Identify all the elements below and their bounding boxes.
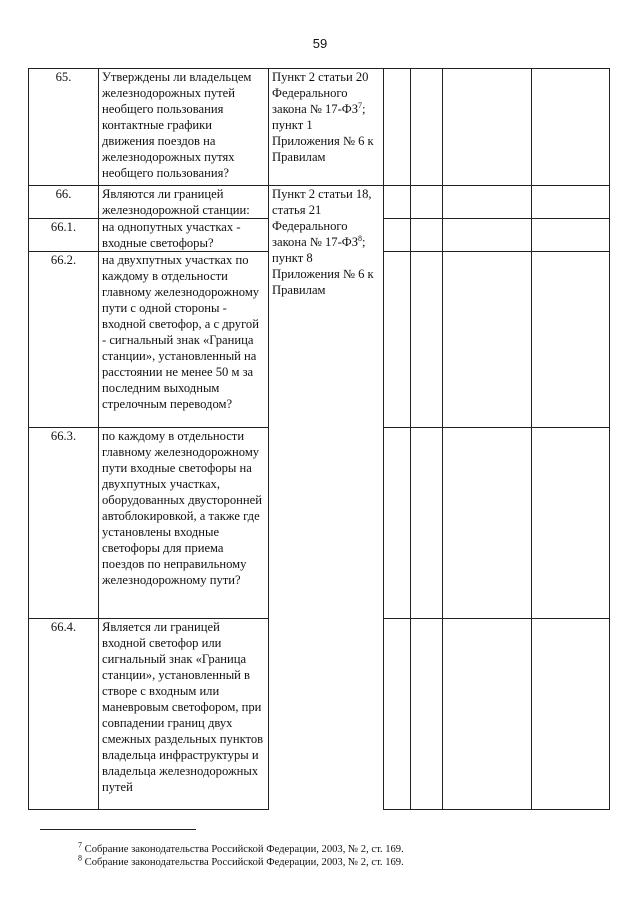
item-number: 66.3. xyxy=(29,428,99,619)
answer-yes-cell xyxy=(384,69,411,186)
note-cell xyxy=(532,428,610,619)
answer-no-cell xyxy=(411,69,443,186)
footnote-marker: 7 xyxy=(358,100,363,110)
answer-na-cell xyxy=(443,186,532,219)
table-row xyxy=(29,69,610,186)
table-row xyxy=(29,186,610,219)
answer-no-cell xyxy=(411,186,443,219)
footnote-mark: 7 xyxy=(78,840,82,850)
answer-yes-cell xyxy=(384,186,411,219)
footnote-divider xyxy=(40,829,196,830)
item-number: 65. xyxy=(29,69,99,186)
note-cell xyxy=(532,219,610,252)
footnotes xyxy=(78,840,598,869)
footnote-text: Собрание законодательства Российской Федерации, 2003, № 2, ст. 169. xyxy=(84,844,404,855)
answer-no-cell xyxy=(411,219,443,252)
answer-yes-cell xyxy=(384,619,411,810)
note-cell xyxy=(532,69,610,186)
page-number: 59 xyxy=(312,36,328,51)
item-number: 66. xyxy=(29,186,99,219)
answer-na-cell xyxy=(443,428,532,619)
question-text: Являются ли границей железнодорожной станции: xyxy=(99,186,269,219)
footnote-marker: 8 xyxy=(358,233,363,243)
question-text: на двухпутных участках по каждому в отдельности главному железнодорожному пути с одной стороны - входной светофор, а с другой - сигнальный знак «Граница станции», установленный на расстоянии не менее 50 м за последним выходным стрелочным переводом? xyxy=(99,252,269,428)
item-number: 66.4. xyxy=(29,619,99,810)
answer-na-cell xyxy=(443,619,532,810)
answer-na-cell xyxy=(443,69,532,186)
footnote-text: Собрание законодательства Российской Федерации, 2003, № 2, ст. 169. xyxy=(84,857,404,868)
legal-reference: Пункт 2 статьи 20 Федерального закона № $17-ФЗ^7$; пункт 1 Приложения № 6 к Правилам xyxy=(269,69,384,186)
answer-yes-cell xyxy=(384,252,411,428)
answer-yes-cell xyxy=(384,428,411,619)
answer-na-cell xyxy=(443,219,532,252)
answer-na-cell xyxy=(443,252,532,428)
footnote-mark: 8 xyxy=(78,853,82,863)
note-cell xyxy=(532,186,610,219)
footnote xyxy=(78,853,598,869)
question-text: Является ли границей входной светофор или сигнальный знак «Граница станции», установленный в створе с входным или маневровым светофором, при совпадении границ двух смежных раздельных пунктов владельца инфраструктуры и владельца железнодорожных путей xyxy=(99,619,269,810)
question-text: Утверждены ли владельцем железнодорожных путей необщего пользования контактные графики движения поездов на железнодорожных путях необщего пользования? xyxy=(99,69,269,186)
answer-no-cell xyxy=(411,428,443,619)
answer-yes-cell xyxy=(384,219,411,252)
question-text: по каждому в отдельности главному железнодорожному пути входные светофоры на двухпутных участках, оборудованных двусторонней автоблокировкой, а также где установлены входные светофоры для приема поездов по неправильному железнодорожному пути? xyxy=(99,428,269,619)
checklist-table xyxy=(28,68,610,810)
answer-no-cell xyxy=(411,252,443,428)
answer-no-cell xyxy=(411,619,443,810)
footnote xyxy=(78,840,598,856)
item-number: 66.2. xyxy=(29,252,99,428)
item-number: 66.1. xyxy=(29,219,99,252)
note-cell xyxy=(532,252,610,428)
question-text: на однопутных участках - входные светофоры? xyxy=(99,219,269,252)
note-cell xyxy=(532,619,610,810)
legal-reference: Пункт 2 статьи 18, статья 21 Федерального закона № $17-ФЗ^8$; пункт 8 Приложения № 6 к Правилам xyxy=(269,186,384,810)
